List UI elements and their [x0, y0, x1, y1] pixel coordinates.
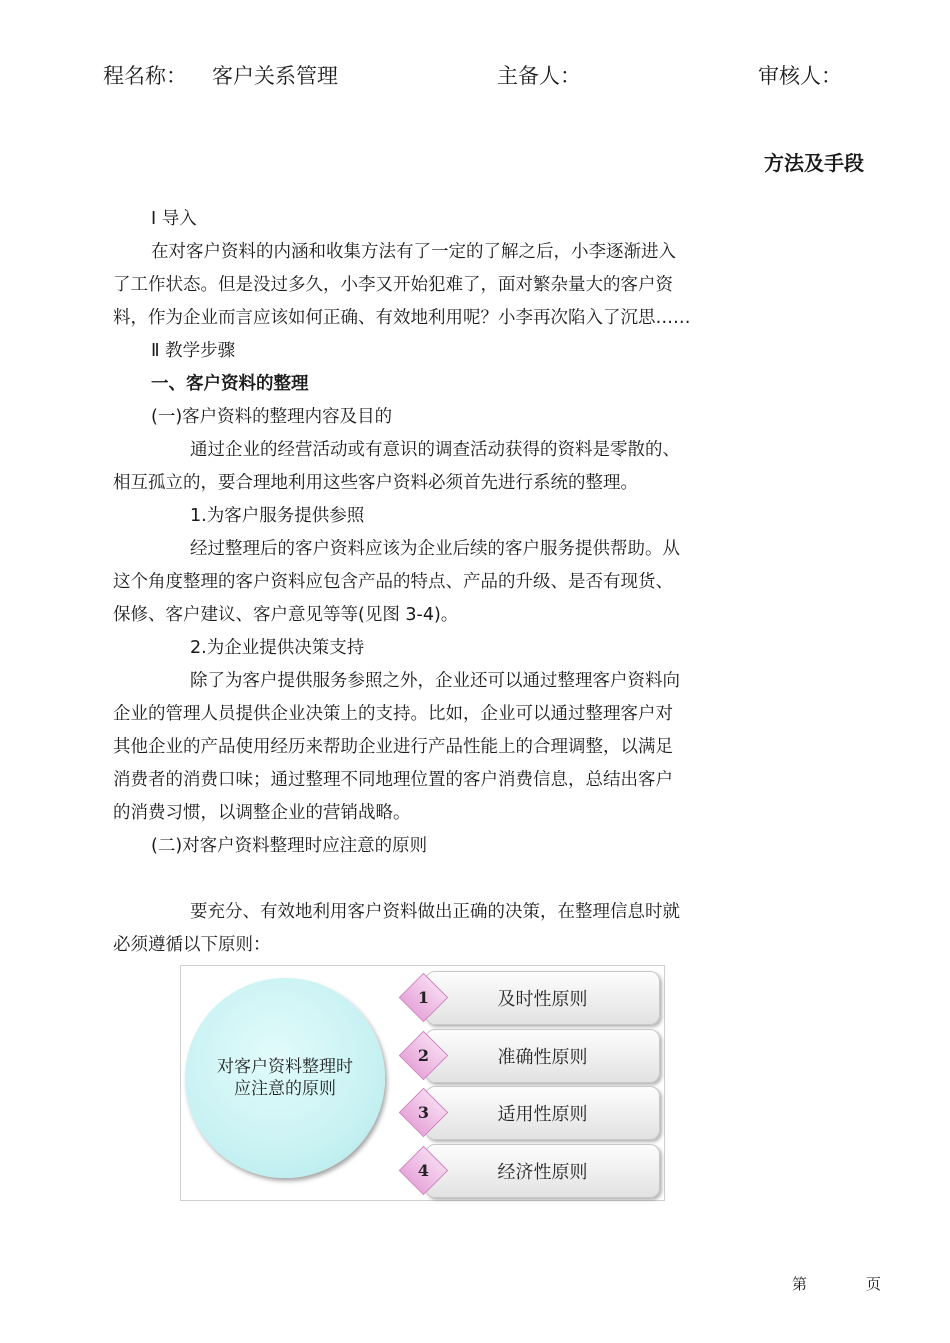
blank-line	[113, 863, 738, 896]
text-line: 2.为企业提供决策支持	[190, 638, 365, 658]
method-heading: 方法及手段	[764, 151, 864, 175]
text-line: (一)客户资料的整理内容及目的	[151, 407, 393, 427]
center-circle	[185, 978, 385, 1178]
center-circle-text: 对客户资料整理时应注意的原则	[217, 1057, 353, 1099]
text-line: 消费者的消费口味；通过整理不同地理位置的客户消费信息，总结出客户	[113, 770, 673, 790]
text-line: (二)对客户资料整理时应注意的原则	[151, 836, 428, 856]
badge-number: 3	[417, 1103, 430, 1122]
text-line: 相互孤立的，要合理地利用这些客户资料必须首先进行系统的整理。	[113, 473, 638, 493]
principle-item: 经济性原则	[425, 1144, 660, 1198]
badge-number: 4	[417, 1161, 430, 1180]
preparer-label: 主备人：	[497, 64, 581, 88]
text-line: 了工作状态。但是没过多久，小李又开始犯难了，面对繁杂量大的客户资	[113, 275, 673, 295]
text-line: 料，作为企业而言应该如何正确、有效地利用呢？小李再次陷入了沉思……	[113, 308, 691, 328]
text-line: 经过整理后的客户资料应该为企业后续的客户服务提供帮助。从	[190, 539, 680, 559]
footer-left: 第	[792, 1275, 808, 1293]
text-line: 在对客户资料的内涵和收集方法有了一定的了解之后，小李逐渐进入	[151, 242, 676, 262]
section-heading: 一、客户资料的整理	[151, 374, 309, 394]
principle-item: 准确性原则	[425, 1029, 660, 1083]
text-line: 除了为客户提供服务参照之外，企业还可以通过整理客户资料向	[190, 671, 680, 691]
course-label: 程名称：	[103, 64, 187, 88]
principle-item: 及时性原则	[425, 971, 660, 1025]
text-line: 这个角度整理的客户资料应包含产品的特点、产品的升级、是否有现货、	[113, 572, 673, 592]
text-line: Ⅰ 导入	[151, 209, 197, 229]
footer-right: 页	[866, 1275, 882, 1293]
text-line: 必须遵循以下原则：	[113, 935, 271, 955]
reviewer-label: 审核人：	[758, 64, 842, 88]
text-line: 要充分、有效地利用客户资料做出正确的决策，在整理信息时就	[190, 902, 680, 922]
principle-item: 适用性原则	[425, 1086, 660, 1140]
text-line: 保修、客户建议、客户意见等等(见图 3-4)。	[113, 605, 459, 625]
course-name: 客户关系管理	[212, 64, 338, 88]
text-line: 的消费习惯，以调整企业的营销战略。	[113, 803, 411, 823]
text-line: 1.为客户服务提供参照	[190, 506, 365, 526]
text-line: 通过企业的经营活动或有意识的调查活动获得的资料是零散的、	[190, 440, 680, 460]
text-line: 企业的管理人员提供企业决策上的支持。比如，企业可以通过整理客户对	[113, 704, 673, 724]
text-line: 其他企业的产品使用经历来帮助企业进行产品性能上的合理调整，以满足	[113, 737, 673, 757]
text-line: Ⅱ 教学步骤	[151, 341, 236, 361]
principles-diagram	[180, 965, 665, 1201]
badge-number: 2	[417, 1046, 430, 1065]
body-text	[113, 203, 738, 962]
badge-number: 1	[417, 988, 430, 1007]
